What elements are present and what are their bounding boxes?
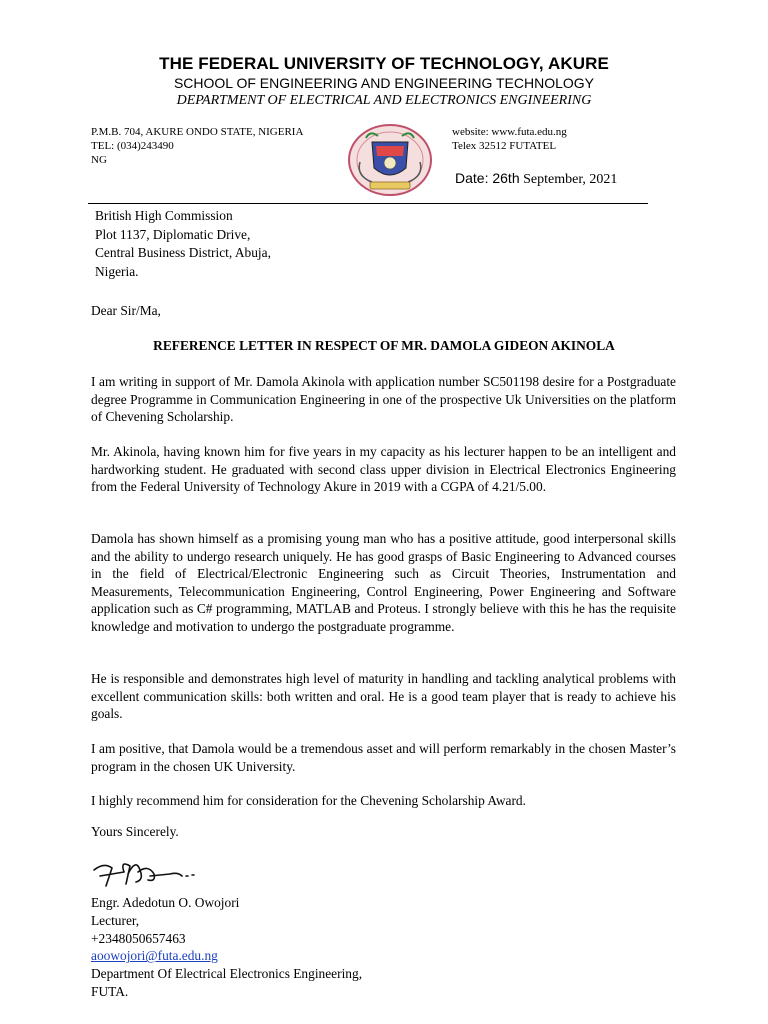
school-name: SCHOOL OF ENGINEERING AND ENGINEERING TECHNOLOGY [173, 75, 595, 91]
telephone-line: TEL: (034)243490 [91, 140, 174, 152]
signer-email-link[interactable]: aoowojori@futa.edu.ng [91, 948, 218, 964]
header-divider [88, 203, 648, 204]
date-value: September, 2021 [519, 172, 618, 187]
paragraph: I am positive, that Damola would be a tremendous asset and will perform remarkably in the chosen Master’s program in the chosen UK University. [91, 741, 676, 774]
university-crest-icon [346, 122, 434, 198]
signer-title: Lecturer, [91, 912, 140, 928]
recipient-line: British High Commission [95, 208, 233, 223]
closing: Yours Sincerely. [91, 824, 179, 839]
signer-institution: FUTA. [91, 983, 129, 999]
paragraph: I am writing in support of Mr. Damola Akinola with application number SC501198 desire for a Postgraduate degree Programme in Communication Engineering in one of the prospective Uk Universities on the platform of Chevening Scholarship. [91, 374, 676, 425]
letter-subject: REFERENCE LETTER IN RESPECT OF MR. DAMOLA GIDEON AKINOLA [153, 338, 615, 353]
signer-phone: +2348050657463 [91, 930, 186, 946]
department-name: DEPARTMENT OF ELECTRICAL AND ELECTRONICS ENGINEERING [176, 93, 592, 108]
postal-address [91, 125, 303, 167]
salutation: Dear Sir/Ma, [91, 303, 161, 318]
university-name: THE FEDERAL UNIVERSITY OF TECHNOLOGY, AKURE [159, 54, 609, 73]
date-label: Date: 26th [455, 170, 520, 186]
website-line: website: www.futa.edu.ng [452, 126, 567, 138]
contact-info [452, 125, 567, 153]
recipient-address [95, 207, 271, 281]
paragraph: He is responsible and demonstrates high level of maturity in handling and tackling analytical problems with excellent communication skills: both written and oral. He is a good team player that is ready to achieve his goals. [91, 671, 676, 722]
paragraph: Damola has shown himself as a promising young man who has a positive attitude, good interpersonal skills and the ability to undergo research uniquely. He has good grasps of Basic Engineering to Advanced courses in the field of Electrical/Electronic Engineering such as Circuit Theories, Instrumentation and Measurements, Telecommunication Engineering, Control Engineering, Power Engineering and Software application such as C# programming, MATLAB and Proteus. I strongly believe with this he has the requisite knowledge and motivation to undergo the postgraduate programme. [91, 531, 676, 634]
telex-line: Telex 32512 FUTATEL [452, 140, 557, 152]
recipient-line: Nigeria. [95, 263, 139, 279]
recipient-line: Plot 1137, Diplomatic Drive, [95, 226, 251, 242]
signer-name: Engr. Adedotun O. Owojori [91, 895, 240, 910]
paragraph: I highly recommend him for consideration for the Chevening Scholarship Award. [91, 793, 526, 808]
signer-department: Department Of Electrical Electronics Engineering, [91, 966, 363, 982]
signature-icon [90, 852, 200, 892]
paragraph: Mr. Akinola, having known him for five years in my capacity as his lecturer happen to be an intelligent and hardworking student. He graduated with second class upper division in Electrical Electronics Engineering from the Federal University of Technology Akure in 2019 with a CGPA of 4.21/5.00. [91, 444, 676, 495]
letter-date [455, 170, 617, 188]
signer-block [91, 894, 362, 1001]
address-line: P.M.B. 704, AKURE ONDO STATE, NIGERIA [91, 126, 304, 138]
recipient-line: Central Business District, Abuja, [95, 245, 271, 260]
address-line: NG [91, 154, 107, 166]
